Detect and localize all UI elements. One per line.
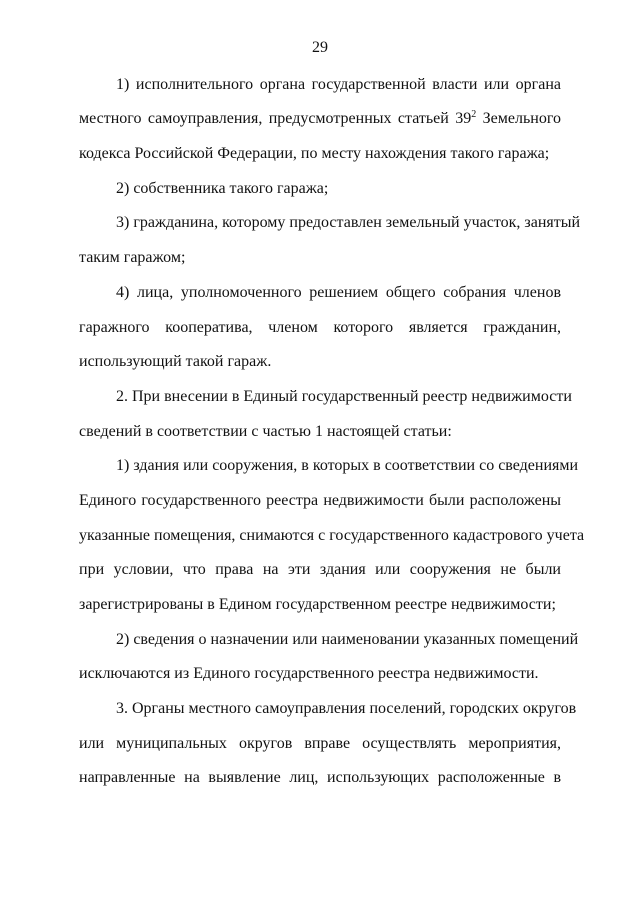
text-line: 2) сведения о назначении или наименовании указанных помещений bbox=[116, 631, 579, 648]
text-line: кодекса Российской Федерации, по месту нахождения такого гаража; bbox=[79, 145, 550, 162]
text-line: или муниципальных округов вправе осуществлять мероприятия, bbox=[79, 735, 561, 752]
text-line: 3. Органы местного самоуправления поселений, городских округов bbox=[116, 700, 577, 717]
text-line: использующий такой гараж. bbox=[79, 353, 272, 370]
text-line bbox=[79, 109, 561, 129]
text-line: 2. При внесении в Единый государственный реестр недвижимости bbox=[116, 388, 572, 405]
superscript: 2 bbox=[471, 109, 477, 120]
text-fragment: Земельного bbox=[482, 110, 562, 127]
page-number: 29 bbox=[312, 39, 328, 56]
text-line: зарегистрированы в Едином государственном реестре недвижимости; bbox=[79, 596, 556, 613]
text-line: направленные на выявление лиц, использующих расположенные в bbox=[79, 769, 561, 786]
text-line: 1) здания или сооружения, в которых в соответствии со сведениями bbox=[116, 457, 579, 474]
text-line: исключаются из Единого государственного реестра недвижимости. bbox=[79, 665, 539, 682]
text-line: сведений в соответствии с частью 1 настоящей статьи: bbox=[79, 423, 452, 440]
text-line: при условии, что права на эти здания или сооружения не были bbox=[79, 561, 561, 578]
text-line: 2) собственника такого гаража; bbox=[116, 180, 329, 197]
text-line: таким гаражом; bbox=[79, 249, 186, 266]
text-line: гаражного кооператива, членом которого является гражданин, bbox=[79, 319, 561, 336]
text-line: 4) лица, уполномоченного решением общего собрания членов bbox=[116, 284, 561, 301]
text-line: указанные помещения, снимаются с государственного кадастрового учета bbox=[79, 527, 585, 544]
text-line: 3) гражданина, которому предоставлен земельный участок, занятый bbox=[116, 214, 581, 231]
text-line: Единого государственного реестра недвижимости были расположены bbox=[79, 492, 561, 509]
text-fragment: местного самоуправления, предусмотренных статьей 39 bbox=[79, 110, 472, 127]
text-line: 1) исполнительного органа государственной власти или органа bbox=[116, 76, 561, 93]
